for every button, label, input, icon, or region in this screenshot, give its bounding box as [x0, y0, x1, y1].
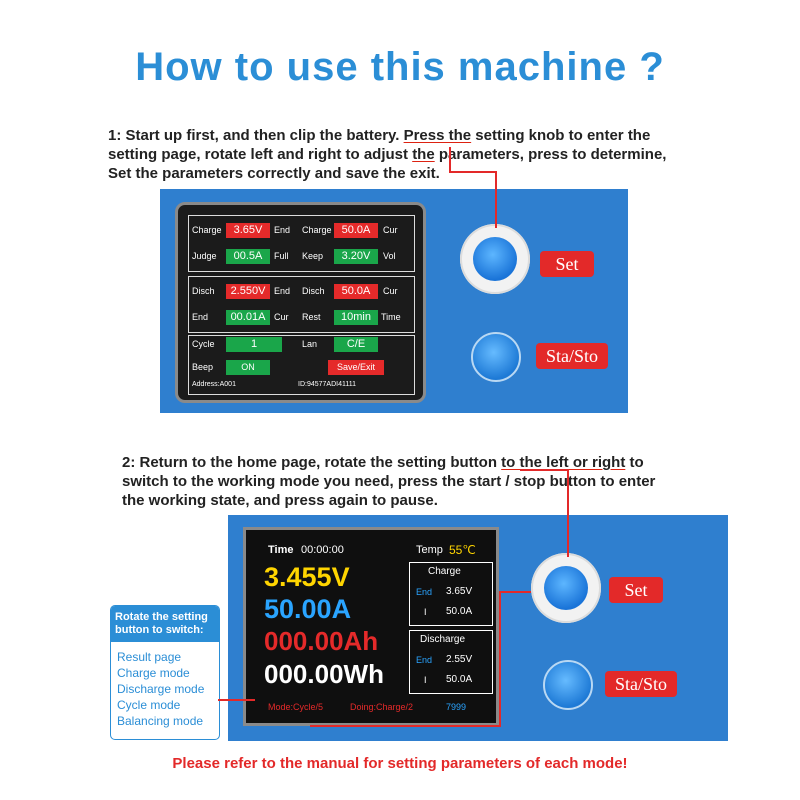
step2-text: the working state, and press again to pause.	[122, 492, 438, 509]
step1-text: 1: Start up first, and then clip the battery.	[108, 127, 404, 144]
charge-current-value[interactable]: 50.0A	[334, 223, 378, 238]
step1-text: setting knob to enter the	[471, 127, 651, 144]
setting-unit: Cur	[383, 286, 398, 296]
temp-label: Temp	[416, 544, 443, 556]
cycle-value[interactable]: 1	[226, 337, 282, 352]
lan-label: Lan	[302, 339, 318, 349]
setting-unit: Cur	[383, 225, 398, 235]
setting-label: Disch	[302, 286, 325, 296]
footer-note: Please refer to the manual for setting parameters of each mode!	[172, 755, 628, 772]
step1-text: setting page, rotate left and right to adjust	[108, 146, 413, 163]
discharge-title: Discharge	[420, 634, 466, 645]
charge-title: Charge	[428, 566, 461, 577]
step1-text: parameters, press to determine,	[434, 146, 667, 163]
step2-highlight: to the left or right	[501, 454, 626, 471]
device-id-text: ID:94577ADI41111	[298, 381, 356, 388]
charge-end-voltage-value[interactable]: 3.65V	[226, 223, 270, 238]
setting-label: Keep	[302, 251, 324, 261]
address-text: Address:A001	[192, 381, 236, 388]
judge-full-value[interactable]: 00.5A	[226, 249, 270, 264]
set-label: Set	[540, 251, 594, 277]
discharge-i-label: I	[424, 675, 427, 685]
discharge-current-value: 50.0A	[446, 674, 473, 685]
legend-item: Charge mode	[117, 666, 190, 680]
counter-value: 7999	[446, 702, 467, 712]
cycle-label: Cycle	[192, 339, 215, 349]
charge-end-label: End	[416, 587, 433, 597]
legend-item: Balancing mode	[117, 714, 204, 728]
end-current-value[interactable]: 00.01A	[226, 310, 270, 325]
charge-end-value: 3.65V	[446, 586, 473, 597]
setting-label: Rest	[302, 312, 321, 322]
mode-status: Mode:Cycle/5	[268, 702, 324, 712]
current-readout: 50.00A	[264, 594, 352, 624]
time-label: Time	[268, 544, 294, 556]
time-value: 00:00:00	[301, 544, 344, 556]
beep-label: Beep	[192, 362, 214, 372]
set-label: Set	[609, 577, 663, 603]
temp-value: 55℃	[449, 543, 476, 557]
beep-value[interactable]: ON	[226, 360, 270, 375]
sta-sto-label: Sta/Sto	[536, 343, 608, 369]
step1-highlight: the	[412, 146, 435, 163]
voltage-readout: 3.455V	[264, 562, 350, 592]
setting-label: Disch	[192, 286, 215, 296]
connector-line	[310, 592, 531, 726]
setting-label: Charge	[302, 225, 332, 235]
lan-value[interactable]: C/E	[334, 337, 378, 352]
doing-status: Doing:Charge/2	[350, 702, 414, 712]
save-exit-button[interactable]: Save/Exit	[328, 360, 384, 375]
charge-i-label: I	[424, 607, 427, 617]
step2-text: to	[625, 454, 644, 471]
amp-hours-readout: 000.00Ah	[264, 626, 379, 656]
legend-item: Cycle mode	[117, 698, 181, 712]
setting-label: End	[192, 312, 209, 322]
connector-line	[450, 147, 496, 228]
step1-highlight: Press the	[403, 127, 472, 144]
rest-time-value[interactable]: 10min	[334, 310, 378, 325]
setting-unit: Vol	[383, 251, 396, 261]
setting-label: Judge	[192, 251, 217, 261]
setting-unit: Full	[274, 251, 289, 261]
discharge-current-value[interactable]: 50.0A	[334, 284, 378, 299]
legend-item: Result page	[117, 650, 182, 664]
discharge-end-value: 2.55V	[446, 654, 473, 665]
legend-heading: Rotate the setting button to switch:	[111, 606, 219, 642]
connector-line	[520, 470, 568, 557]
setting-unit: End	[274, 286, 291, 296]
step2-text: switch to the working mode you need, press the start / stop button to enter	[122, 473, 656, 490]
legend-item: Discharge mode	[117, 682, 205, 696]
discharge-end-label: End	[416, 655, 433, 665]
watt-hours-readout: 000.00Wh	[264, 659, 384, 689]
sta-sto-label: Sta/Sto	[605, 671, 677, 697]
setting-label: Charge	[192, 225, 222, 235]
step1-text: Set the parameters correctly and save the exit.	[108, 165, 440, 182]
page-title: How to use this machine ?	[135, 45, 665, 89]
step2-text: 2: Return to the home page, rotate the setting button	[122, 454, 502, 471]
charge-current-value: 50.0A	[446, 606, 473, 617]
setting-unit: Cur	[274, 312, 289, 322]
keep-voltage-value[interactable]: 3.20V	[334, 249, 378, 264]
setting-unit: Time	[381, 312, 401, 322]
discharge-end-voltage-value[interactable]: 2.550V	[226, 284, 270, 299]
setting-unit: End	[274, 225, 291, 235]
